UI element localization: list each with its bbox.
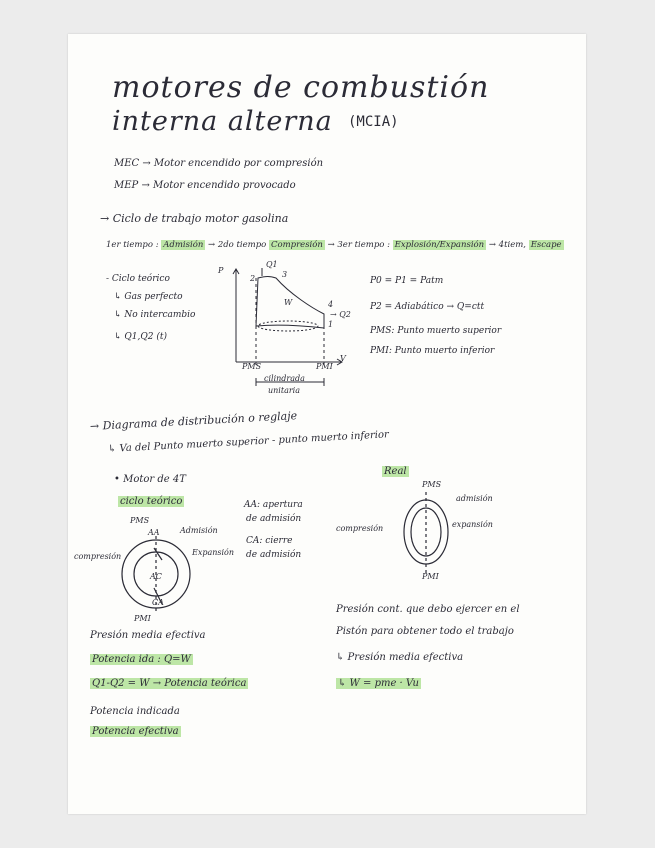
br-line-3: ↳ Presión media efectiva: [336, 652, 464, 663]
cilindrada-label: cilindrada: [264, 374, 305, 383]
point-3: 3: [282, 270, 288, 279]
pv-note-1: P0 = P1 = Patm: [370, 276, 444, 286]
bl-potencia-efectiva-text: Potencia efectiva: [92, 726, 179, 737]
aa-note-2: de admisión: [246, 514, 302, 524]
work-fill: [258, 321, 318, 331]
ciclo-item-3: ↳ No intercambio: [114, 310, 196, 320]
pv-note-2: P2 = Adiabático → Q=ctt: [370, 302, 485, 312]
ca-note-1: CA: cierre: [246, 536, 293, 546]
bl-potencia-ida: [90, 654, 193, 665]
diagrama-sub: ↳ Va del Punto muerto superior - punto muerto inferior: [107, 429, 390, 455]
bl-potencia-teorica: [90, 678, 248, 689]
tiempos-line: [106, 240, 564, 250]
t3-prefix: → 3er tiempo :: [327, 240, 390, 250]
pv-note-4: PMI: Punto muerto inferior: [370, 346, 495, 356]
real-compresion: compresión: [336, 524, 384, 533]
ca-note-2: de admisión: [246, 550, 302, 560]
bl-potencia-indicada: Potencia indicada: [90, 706, 180, 717]
title-abbreviation: (MCIA): [348, 114, 399, 130]
t1-prefix: 1er tiempo :: [106, 240, 159, 250]
real-title-text: Real: [384, 466, 407, 477]
def-mec: MEC → Motor encendido por compresión: [114, 158, 324, 169]
teorico-ca: CA: [152, 598, 164, 607]
pms-label: PMS: [242, 362, 262, 371]
ciclo-item-2: ↳ Gas perfecto: [114, 292, 183, 302]
point-4: 4: [328, 300, 334, 309]
aa-note-1: AA: apertura: [244, 500, 303, 510]
p-axis-label: P: [218, 266, 224, 275]
teorico-title: [118, 496, 184, 507]
v-axis-label: V: [340, 354, 346, 363]
teorico-ac: AC: [150, 572, 162, 581]
diagrama-heading: → Diagrama de distribución o reglaje: [89, 409, 298, 433]
bl-potencia-teorica-text: Q1-Q2 = W → Potencia teórica: [92, 678, 247, 689]
br-line-4-text: ↳ W = pme · Vu: [338, 678, 419, 689]
bl-potencia-efectiva: [90, 726, 181, 737]
q1-label: Q1: [266, 260, 278, 269]
ciclo-item-4: ↳ Q1,Q2 (t): [114, 332, 167, 342]
bl-potencia-ida-text: Potencia ida : Q=W: [92, 654, 191, 665]
pv-note-3: PMS: Punto muerto superior: [370, 326, 502, 336]
pmi-label: PMI: [316, 362, 333, 371]
teorico-pms: PMS: [130, 516, 150, 525]
br-line-1: Presión cont. que debo ejercer en el: [336, 604, 520, 615]
unitaria-label: unitaria: [268, 386, 300, 395]
real-pmi: PMI: [422, 572, 439, 581]
title-line-1: motores de combustión: [112, 70, 490, 105]
real-expansion: expansión: [452, 520, 493, 529]
teorico-title-text: ciclo teórico: [120, 496, 183, 507]
title-line-2: interna alterna: [112, 106, 333, 137]
br-line-2: Pistón para obtener todo el trabajo: [336, 626, 514, 637]
real-admision: admisión: [456, 494, 493, 503]
teorico-aa: AA: [148, 528, 160, 537]
notebook-page: [68, 34, 586, 814]
t2-label: Compresión: [270, 240, 323, 250]
point-2: 2: [250, 274, 256, 283]
point-1: 1: [328, 320, 334, 329]
ciclo-item-1: - Ciclo teórico: [106, 274, 170, 284]
t4-label: Escape: [530, 240, 562, 250]
real-title: [382, 466, 409, 477]
motor-4t: • Motor de 4T: [114, 474, 186, 485]
q2-label: → Q2: [330, 310, 351, 319]
t4-prefix: → 4tiem,: [488, 240, 527, 250]
t1-label: Admisión: [163, 240, 204, 250]
def-mep: MEP → Motor encendido provocado: [114, 180, 296, 191]
teorico-pmi: PMI: [134, 614, 151, 623]
t3-label: Explosión/Expansión: [394, 240, 485, 250]
teorico-admision: Admisión: [180, 526, 218, 535]
teorico-compresion: compresión: [74, 552, 122, 561]
aa-marker: [154, 548, 162, 560]
t2-prefix: → 2do tiempo: [208, 240, 267, 250]
bl-pme: Presión media efectiva: [90, 630, 206, 641]
real-pms: PMS: [422, 480, 442, 489]
cycle-heading: → Ciclo de trabajo motor gasolina: [100, 212, 289, 225]
teorico-expansion: Expansión: [192, 548, 235, 557]
br-line-4: [336, 678, 421, 689]
w-label: W: [284, 298, 293, 307]
